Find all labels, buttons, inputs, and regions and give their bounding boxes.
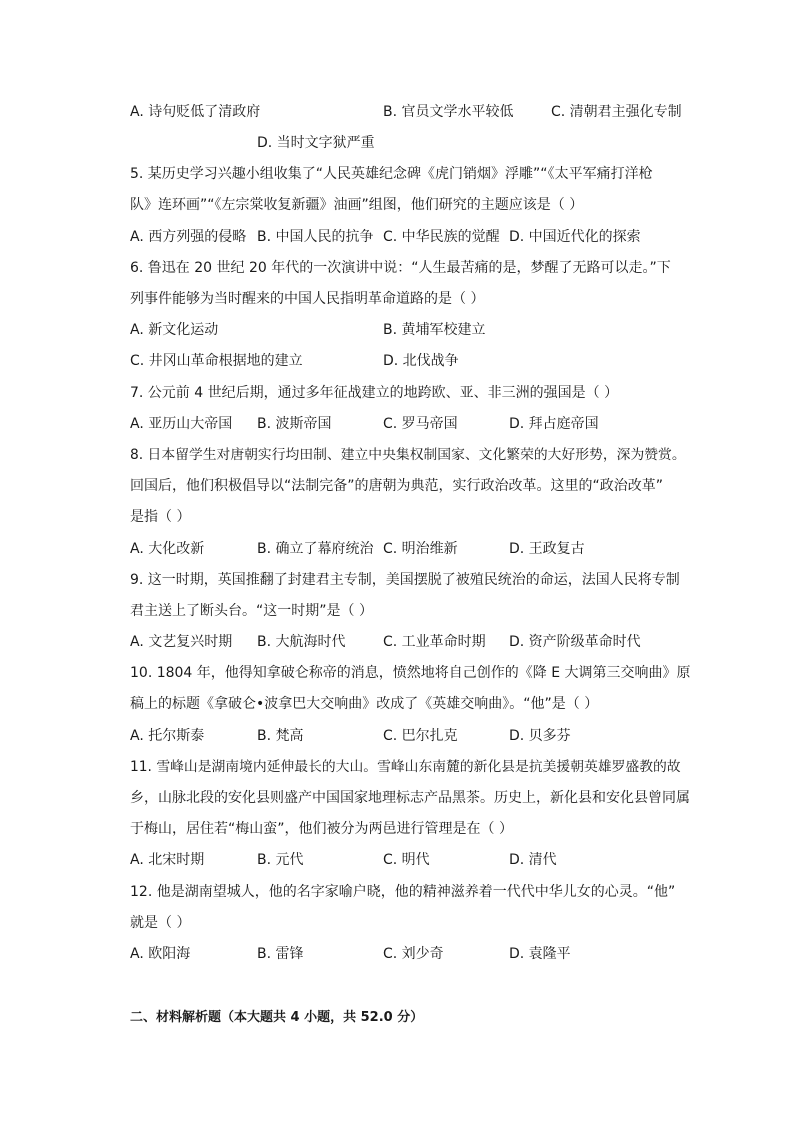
- q5-option-c[interactable]: C. 中华民族的觉醒: [383, 229, 500, 245]
- q12-stem-line-1: 12. 他是湖南望城人，他的名字家喻户晓，他的精神滋养着一代代中华儿女的心灵。“他”: [130, 884, 676, 900]
- q8-option-c[interactable]: C. 明治维新: [383, 541, 458, 557]
- q5-option-a[interactable]: A. 西方列强的侵略: [130, 229, 247, 245]
- q11-stem-line-1: 11. 雪峰山是湖南境内延伸最长的大山。雪峰山东南麓的新化县是抗美援朝英雄罗盛教的故: [130, 759, 681, 775]
- q12-stem-line-2: 就是（ ）: [130, 915, 191, 931]
- q9-option-a[interactable]: A. 文艺复兴时期: [130, 634, 233, 650]
- q10-option-b[interactable]: B. 梵高: [257, 728, 304, 744]
- q7-option-a[interactable]: A. 亚历山大帝国: [130, 416, 233, 432]
- q11-stem-line-2: 乡，山脉北段的安化县则盛产中国国家地理标志产品黑茶。历史上，新化县和安化县曾同属: [130, 790, 690, 806]
- q7-option-c[interactable]: C. 罗马帝国: [383, 416, 458, 432]
- q6-stem-line-2: 列事件能够为当时醒来的中国人民指明革命道路的是（ ）: [130, 291, 485, 307]
- q11-option-d[interactable]: D. 清代: [509, 852, 557, 868]
- q8-stem-line-2: 回国后，他们积极倡导以“法制完备”的唐朝为典范，实行政治改革。这里的“政治改革”: [130, 478, 664, 494]
- q8-option-d[interactable]: D. 王政复古: [509, 541, 585, 557]
- q9-option-b[interactable]: B. 大航海时代: [257, 634, 346, 650]
- q6-stem-line-1: 6. 鲁迅在 20 世纪 20 年代的一次演讲中说：“人生最苦痛的是，梦醒了无路可以走。”下: [130, 260, 671, 276]
- q6-option-b[interactable]: B. 黄埔军校建立: [383, 322, 486, 338]
- q11-option-c[interactable]: C. 明代: [383, 852, 430, 868]
- q8-option-a[interactable]: A. 大化改新: [130, 541, 205, 557]
- q5-option-d[interactable]: D. 中国近代化的探索: [509, 229, 641, 245]
- q5-stem-line-2: 队》连环画”“《左宗棠收复新疆》油画”组图，他们研究的主题应该是（ ）: [130, 197, 584, 213]
- q8-option-b[interactable]: B. 确立了幕府统治: [257, 541, 374, 557]
- q4-option-a[interactable]: A. 诗句贬低了清政府: [130, 104, 261, 120]
- q7-stem-line-1: 7. 公元前 4 世纪后期，通过多年征战建立的地跨欧、亚、非三洲的强国是（ ）: [130, 385, 619, 401]
- q12-option-b[interactable]: B. 雷锋: [257, 946, 304, 962]
- q10-option-c[interactable]: C. 巴尔扎克: [383, 728, 458, 744]
- q10-stem-line-2: 稿上的标题《拿破仑•波拿巴大交响曲》改成了《英雄交响曲》。“他”是（ ）: [130, 696, 599, 712]
- q9-option-c[interactable]: C. 工业革命时期: [383, 634, 486, 650]
- q6-option-d[interactable]: D. 北伐战争: [383, 353, 459, 369]
- q11-option-b[interactable]: B. 元代: [257, 852, 304, 868]
- q11-stem-line-3: 于梅山，居住若“梅山蛮”，他们被分为两邑进行管理是在（ ）: [130, 821, 513, 837]
- q5-stem-line-1: 5. 某历史学习兴趣小组收集了“人民英雄纪念碑《虎门销烟》浮雕”“《太平军痛打洋枪: [130, 166, 653, 182]
- q10-option-a[interactable]: A. 托尔斯泰: [130, 728, 205, 744]
- q9-option-d[interactable]: D. 资产阶级革命时代: [509, 634, 641, 650]
- q4-option-c[interactable]: C. 清朝君主强化专制: [551, 104, 682, 120]
- q9-stem-line-1: 9. 这一时期，英国推翻了封建君主专制，美国摆脱了被殖民统治的命运，法国人民将专制: [130, 572, 680, 588]
- q8-stem-line-1: 8. 日本留学生对唐朝实行均田制、建立中央集权制国家、文化繁荣的大好形势，深为赞赏。: [130, 447, 686, 463]
- q12-option-c[interactable]: C. 刘少奇: [383, 946, 444, 962]
- q12-option-a[interactable]: A. 欧阳海: [130, 946, 191, 962]
- q6-option-a[interactable]: A. 新文化运动: [130, 322, 219, 338]
- q6-option-c[interactable]: C. 井冈山革命根据地的建立: [130, 353, 303, 369]
- q10-option-d[interactable]: D. 贝多芬: [509, 728, 571, 744]
- q4-option-b[interactable]: B. 官员文学水平较低: [383, 104, 514, 120]
- q4-option-d[interactable]: D. 当时文字狱严重: [257, 135, 375, 151]
- section-2-heading: 二、材料解析题（本大题共 4 小题，共 52.0 分）: [130, 1010, 424, 1025]
- q8-stem-line-3: 是指（ ）: [130, 509, 191, 525]
- q10-stem-line-1: 10. 1804 年，他得知拿破仑称帝的消息，愤然地将自己创作的《降 E 大调第三交响曲》原: [130, 665, 691, 681]
- q12-option-d[interactable]: D. 袁隆平: [509, 946, 571, 962]
- q7-option-d[interactable]: D. 拜占庭帝国: [509, 416, 599, 432]
- q7-option-b[interactable]: B. 波斯帝国: [257, 416, 332, 432]
- q9-stem-line-2: 君主送上了断头台。“这一时期”是（ ）: [130, 603, 373, 619]
- q5-option-b[interactable]: B. 中国人民的抗争: [257, 229, 374, 245]
- q11-option-a[interactable]: A. 北宋时期: [130, 852, 205, 868]
